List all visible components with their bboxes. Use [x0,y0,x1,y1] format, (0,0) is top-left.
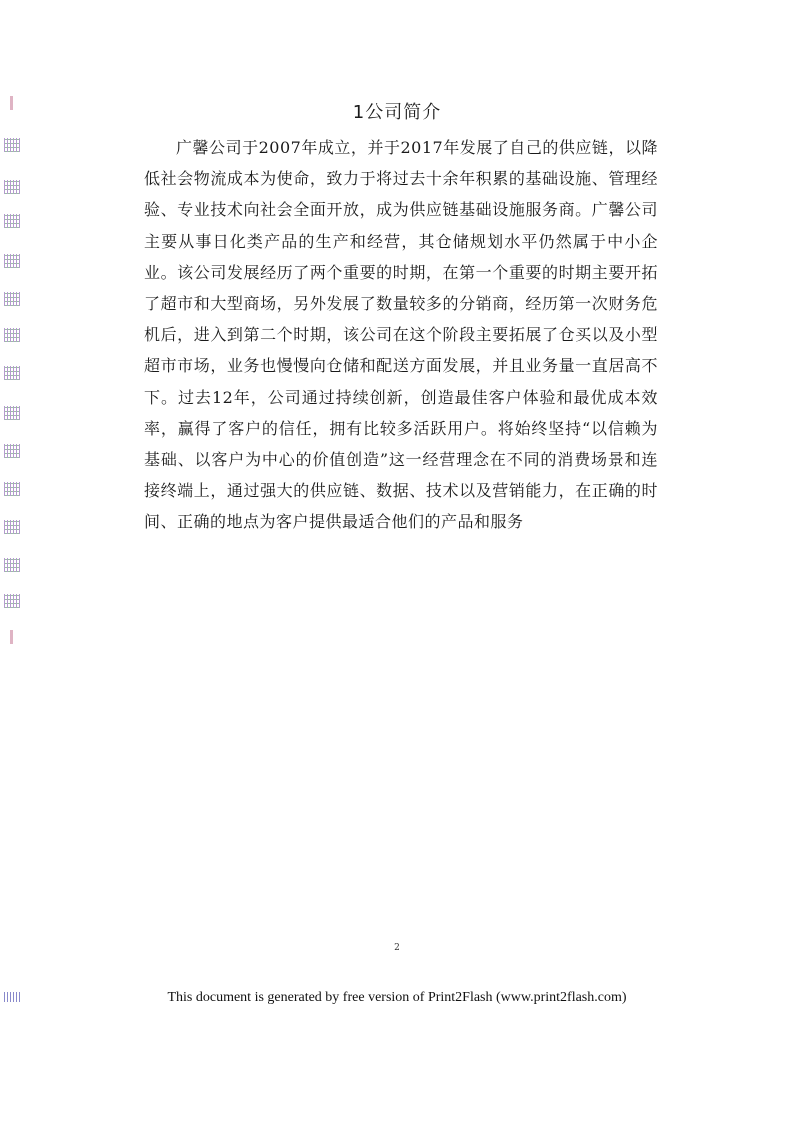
margin-mark [4,558,20,572]
generator-footer-note: This document is generated by free version of Print2Flash (www.print2flash.com) [167,990,627,1005]
margin-mark [4,520,20,534]
margin-mark [4,254,20,268]
margin-mark [4,138,20,152]
body-paragraph: 广馨公司于2007年成立，并于2017年发展了自己的供应链，以降低社会物流成本为使命，致力于将过去十余年积累的基础设施、管理经验、专业技术向社会全面开放，成为供应链基础设施服务商。广馨公司主要从事日化类产品的生产和经营，其仓储规划水平仍然属于中小企业。该公司发展经历了两个重要的时期，在第一个重要的时期主要开拓了超市和大型商场，另外发展了数量较多的分销商，经历第一次财务危机后，进入到第二个时期，该公司在这个阶段主要拓展了仓买以及小型超市市场，业务也慢慢向仓储和配送方面发展，并且业务量一直居高不下。过去12年，公司通过持续创新，创造最佳客户体验和最优成本效率，赢得了客户的信任，拥有比较多活跃用户。将始终坚持“以信赖为基础、以客户为中心的价值创造”这一经营理念在不同的消费场景和连接终端上，通过强大的供应链、数据、技术以及营销能力，在正确的时间、正确的地点为客户提供最适合他们的产品和服务 [144,138,658,532]
margin-mark [4,444,20,458]
margin-mark [4,180,20,194]
margin-mark [4,594,20,608]
margin-mark [4,406,20,420]
margin-mark [4,214,20,228]
margin-artifact-strip [4,96,22,656]
margin-mark [4,328,20,342]
margin-mark [4,292,20,306]
margin-mark [4,366,20,380]
section-title: 1公司简介 [352,102,442,123]
page-number: 2 [394,943,400,953]
margin-mark [10,630,13,644]
margin-mark [4,482,20,496]
